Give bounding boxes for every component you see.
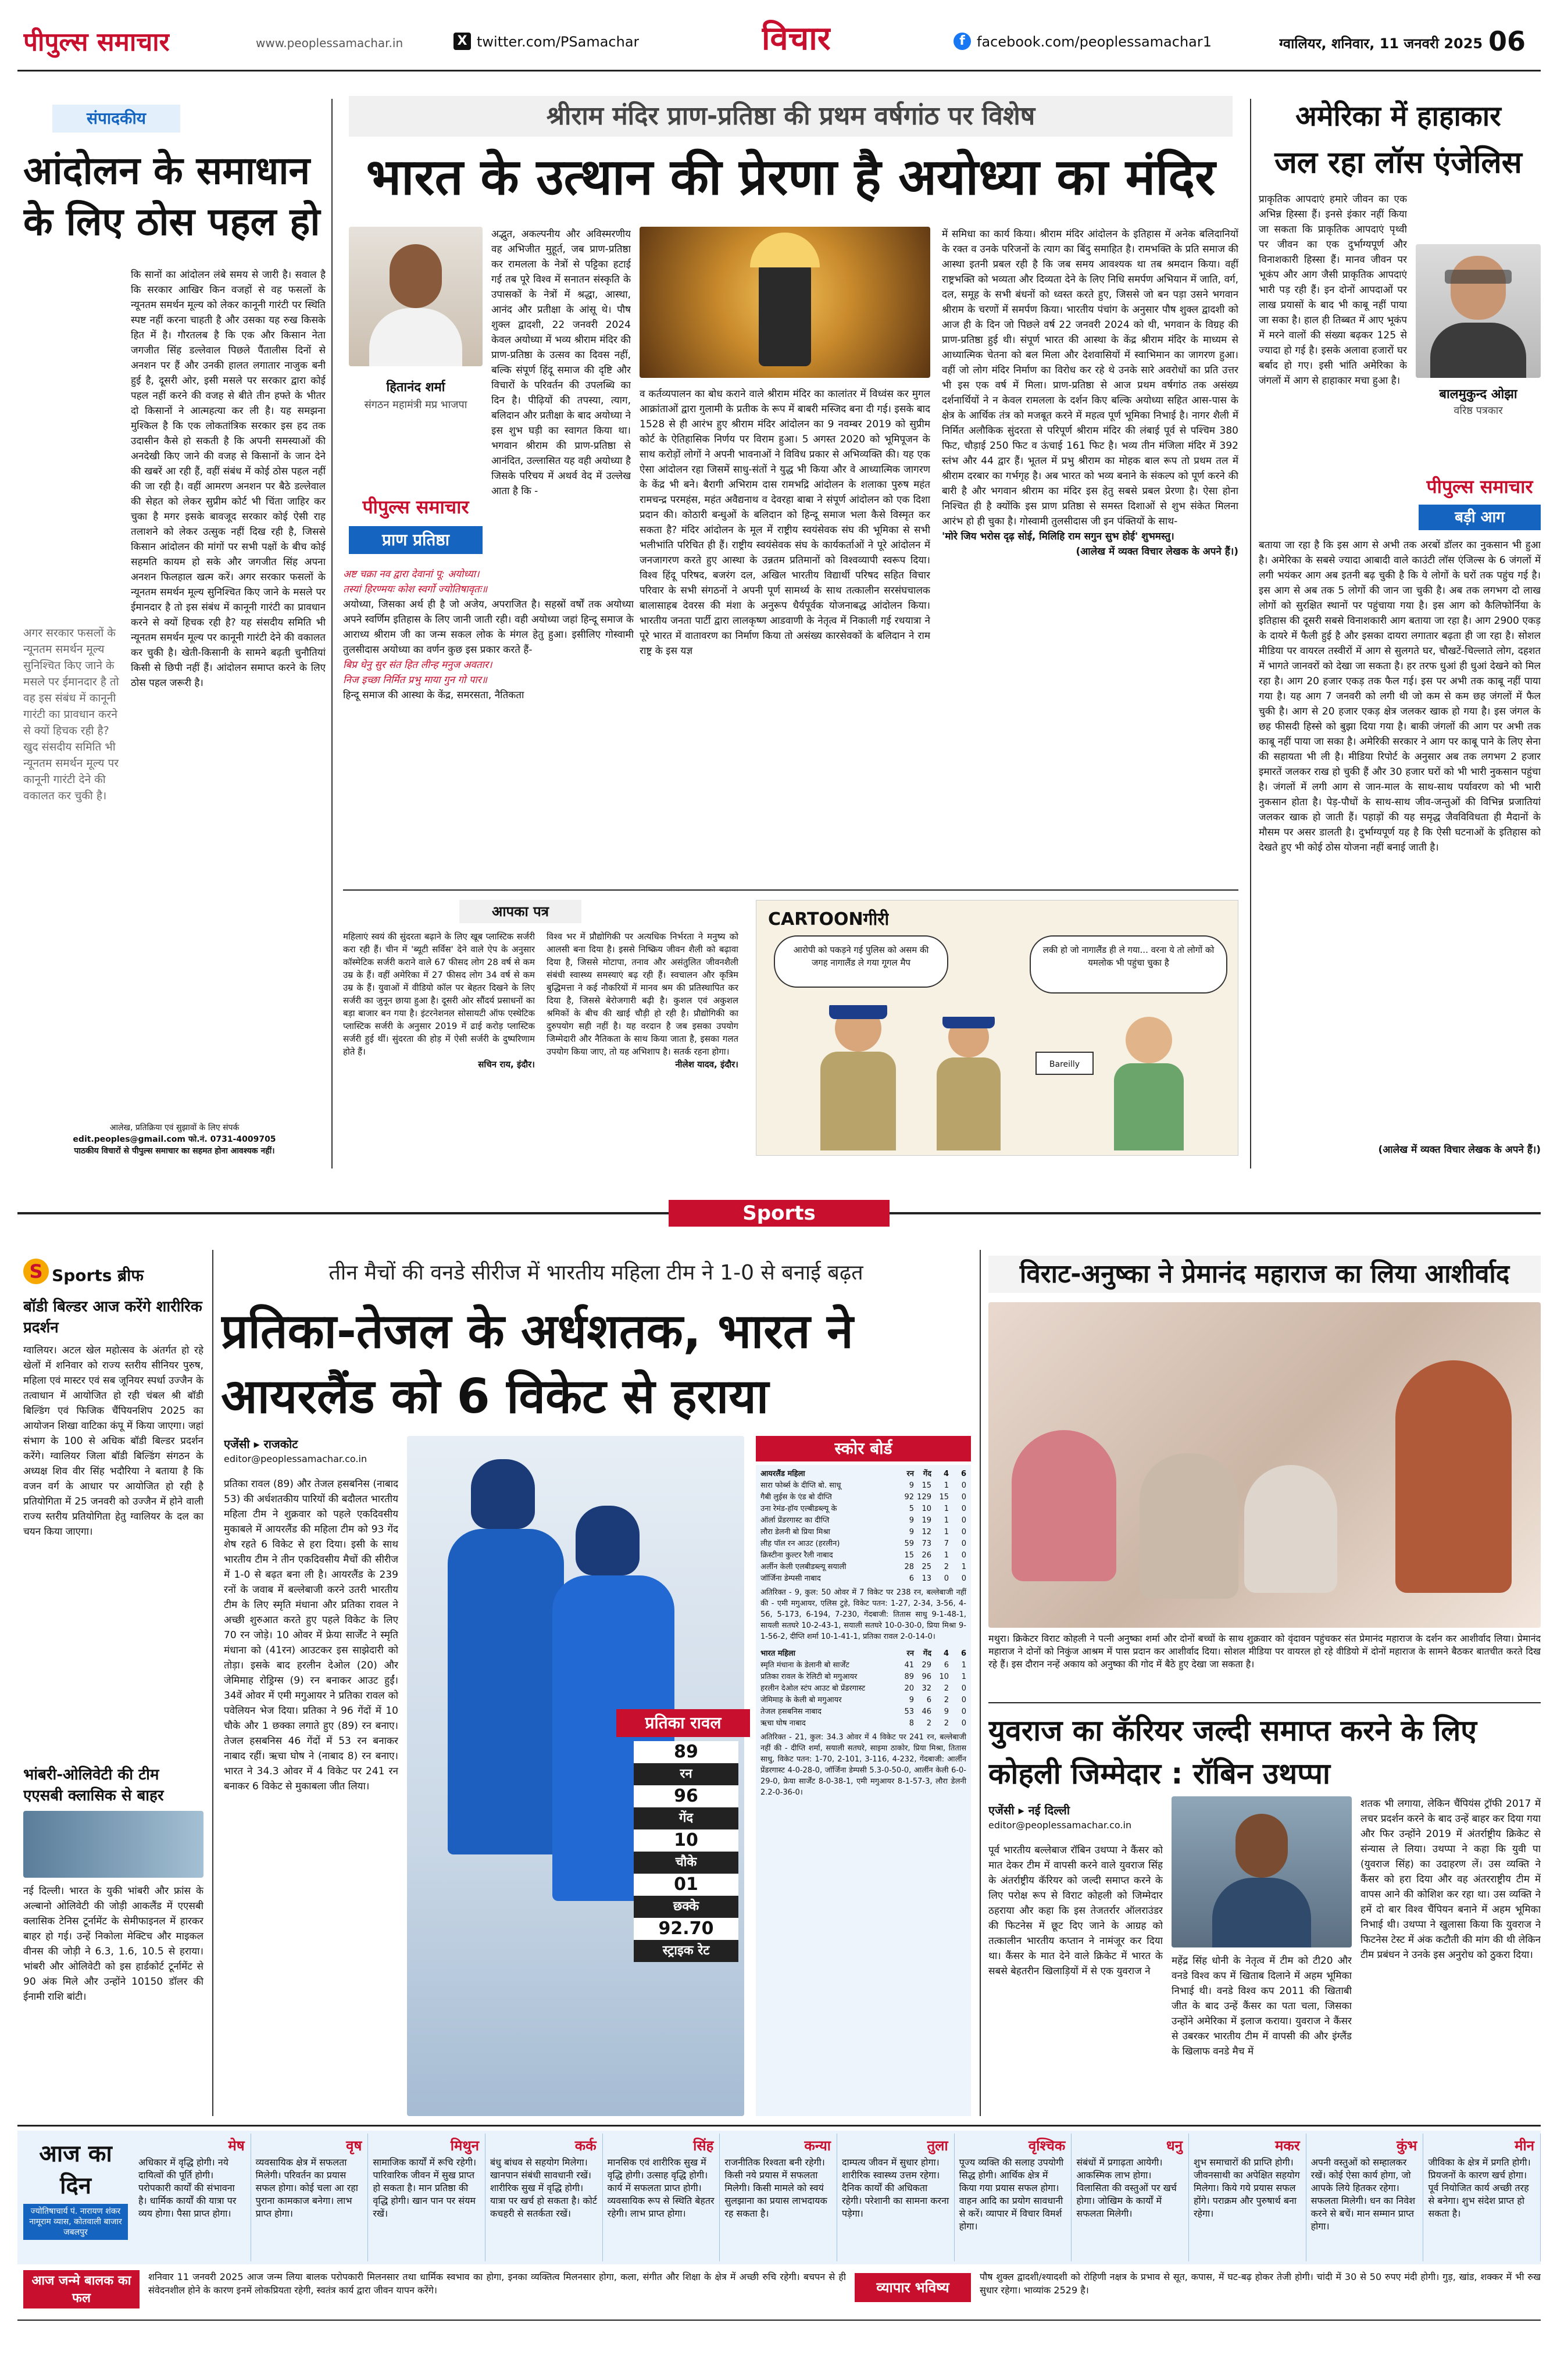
yuvraj-col1: पूर्व भारतीय बल्लेबाज रॉबिन उथप्पा ने कैंसर को मात देकर टीम में वापसी करने वाले युवराज सिंह के अंतर्राष्ट्रीय कॅरियर को जल्दी समाप्त करने के लिए परोक्ष रूप से विराट कोहली को जिम्मेदार ठहराया और कहा कि इस तेजतर्रार ऑलराउंडर की फिटनेस में छूट दिए जाने के आग्रह को तत्कालीन भारतीय कप्तान ने नामंजूर कर दिया था। कैंसर के मात देने वाले क्रिकेट में भारत के सबसे बेहतरीन खिलाड़ियों में से एक युवराज ने [988,1845,1163,1977]
virat-caption: मथुरा। क्रिकेटर विराट कोहली ने पत्नी अनुष्का शर्मा और दोनों बच्चों के साथ शुक्रवार को वृंदावन पहुंचकर संत प्रेमानंद महाराज के दर्शन कर आशीर्वाद लिया। प्रेमानंद महाराज ने दोनों को निकुंज आश्रम में पास प्रदान कर आशीर्वाद दिया। सोशल मीडिया पर वायरल हो रहे वीडियो में दोनों महाराज के सामने बैठकर बातचीत करते दिख रहे हैं। इस दौरान नन्हें अकाय को अनुष्का की गोद में बैठे हुए देखा जा सकता है। [988,1633,1541,1670]
horoscope-sign-name: कर्क [574,2138,597,2154]
horoscope-sign-card [368,2134,485,2261]
market-text: पौष शुक्ल द्वादशी/श्यादशी को रोहिणी नक्षत्र के प्रभाव से सूत, कपास, में घट-बढ़ होकर तेजी होगी। चांदी में 30 से 50 रुपए मंदी होगी। गुड़, खांड, शक्कर में भी रुख सुधार रहेगा। भाव्यांक 2529 है। [980,2271,1541,2296]
badge-logo: पीपुल्स समाचार [362,496,469,518]
horoscope-sign-card [720,2134,837,2261]
footer-contact-label: आलेख, प्रतिक्रिया एवं सुझावों के लिए संपर्क [109,1123,240,1132]
horoscope-sign-card [1423,2134,1541,2261]
editorial-body: कि सानों का आंदोलन लंबे समय से जारी है। सवाल है कि सरकार आखिर किन वजहों से वह फसलों के न्यूनतम समर्थन मूल्य को लेकर कानूनी गारंटी पर स्थिति स्पष्ट नहीं करना चाहती है और उसका यह रुख किसके हित में है। गौरतलब है कि एक और किसान नेता जगजीत सिंह डल्लेवाल पिछले पैंतालीस दिनों से अनशन पर हैं और उनकी हालत लगातार नाजुक बनी हुई है, दूसरी ओर, इसी मसले पर सरकार द्वारा कोई पहल नहीं करने की वजह से बीते तीन हफ्ते के भीतर दो किसानों ने आत्महत्या कर ली है। यह समझना मुश्किल है कि एक लोकतांत्रिक सरकार इस हद तक उदासीन कैसे हो सकती है कि अपनी समस्याओं की अनदेखी किए जाने की वजह से किसानों के जान देने की खबरें आ रही हैं, वहीं संबंध में कोई ठोस पहल नहीं की जा रही है। वहीं आमरण अनशन पर बैठे डल्लेवाल की सेहत को लेकर सुप्रीम कोर्ट भी चिंता जाहिर कर चुका है मगर इसके बावजूद सरकार कोई ऐसी राह तलाशने को लेकर उत्सुक नहीं दिख रही है, जिससे किसान आंदोलन की मांगों पर सभी पक्षों के बीच कोई सहमति कायम हो सके और जगजीत सिंह अपना अनशन फिलहाल खत्म करें। अगर सरकार फसलों के न्यूनतम समर्थन मूल्य सुनिश्चित किए जाने के मसले पर ईमानदार है तो इस संबंध में कानूनी गारंटी का प्रावधान करने से क्यों हिचक रही है? यह संसदीय समिति भी न्यूनतम समर्थन मूल्य पर कानूनी गारंटी देने की वकालत कर चुकी है। खेती-किसानी के सामने बढ़ती चुनौतियां किसी से छिपी नहीं हैं। आंदोलन समाप्त करने के लिए ठोस पहल जरूरी है। [131,269,326,689]
brief-2-photo [23,1811,203,1878]
stat-value: 89 [634,1741,738,1763]
horoscope-sign-name: वृश्चिक [1028,2138,1066,2154]
india-batting-row: ऋचा घोष नाबाद 8 2 2 0 [760,1719,966,1728]
cartoon-tag: CARTOONगीरी [768,909,890,930]
horoscope-title-1: आज का [39,2140,112,2167]
badge-label: प्राण प्रतिष्ठा [349,526,483,554]
article-col1-verse1b: तस्यां हिरण्मयः कोश स्वर्गो ज्योतिषावृतः॥ [343,584,488,595]
horoscope-sign-text: अधिकार में वृद्धि होगी। नये दायित्वों की पूर्ति होगी। परोपकारी कार्यों की संभावना है। धार्मिक कार्यों की यात्रा पर व्यय होगा। पैसा प्राप्त होगा। [138,2157,237,2219]
brief-2-body: नई दिल्ली। भारत के युकी भांबरी और फ्रांस के अल्बानो ओलिवेटी की जोड़ी आकलैंड में एएसबी क्लासिक टेनिस टूर्नामेंट के सेमीफाइनल में हारकर बाहर हो गई। उन्हें निकोला मेक्टिच और माइकल वीनस की जोड़ी ने 6.3, 1.6, 10.5 से हराया। भांबरी और ओलिवेटी को इस हार्डकोर्ट टूर्नामेंट से 90 अंक मिले और उन्होंने 10150 डॉलर की ईनामी राशि बांटी। [23,1885,203,2003]
horoscope-sign-name: वृष [346,2138,362,2154]
ireland-extras: अतिरिक्त - 9, कुल: 50 ओवर में 7 विकेट पर 238 रन, बल्लेबाजी नहीं की - एमी मगुआयर, एलिस टुहे, विकेट पतन: 1-27, 2-34, 3-56, 4-56, 5-173, 6-194, 7-230, गेंदबाजी: तितास साधु 9-1-48-1, सायली सतघरे 10-2-43-1, सयाली सतघरे 10-0-30-0, प्रिया मिश्रा 9-1-56-2, दीप्ति शर्मा 10-1-41-1, प्रतिका रावल 2-0-14-0। [760,1588,966,1641]
article-col1-verse2: बिप्र धेनु सुर संत हित लीन्ह मनुज अवतार। [343,659,492,671]
horoscope-sign-card [251,2134,369,2261]
child-text: शनिवार 11 जनवरी 2025 आज जन्म लिया बालक परोपकारी मिलनसार तथा धार्मिक स्वभाव का होगा, इनका व्यक्तित्व मिलनसार होगा, कला, संगीत और शिक्षा के क्षेत्र में अच्छी रुचि रहेगी। बचपन से ही संवेदनशील होने के कारण इनमें लोकप्रियता रहेगी, स्वतंत्र कार्य द्वारा जीवन यापन करेंगे। [148,2271,846,2296]
ireland-batting-row: अर्लीन केली एलबीडब्ल्यू सयाली 28 25 2 1 [760,1563,966,1571]
editorial-tag: संपादकीय [52,105,180,133]
india-batting-row: हरलीन देओल स्टंप आउट बो प्रेंडरगास्ट 20 32 2 0 [760,1684,966,1693]
us-author-photo [1416,244,1541,378]
yuvraj-email[interactable]: editor@peoplessamachar.co.in [988,1820,1132,1831]
horoscope-sign-name: कन्या [804,2138,831,2154]
horoscope-sign-name: मेष [228,2138,245,2154]
article-col3-verse: 'मोरे जिय भरोस दृढ़ सोई, मिलिहि राम सगुन सुभ होई' शुभमस्तु। [942,531,1174,542]
india-batting-row: जेमिमाह के केली बो मगुआयर 9 6 2 0 [760,1696,966,1704]
horoscope-sign-text: अपनी वस्तुओं को सम्हालकर रखें। कोई ऐसा कार्य होगा, जो आपके लिये हितकर रहेगा। सफलता मिलेगी। धन का निवेश करने से बचें। मान सम्मान प्राप्त होगा। [1310,2157,1415,2232]
virat-headline: विराट-अनुष्का ने प्रेमानंद महाराज का लिया आशीर्वाद [988,1256,1541,1293]
sports-brief-tag [23,1259,203,1291]
facebook-icon: f [954,33,971,50]
ireland-batting-row: जॉर्जिना डेम्पसी नाबाद 6 13 0 0 [760,1574,966,1583]
us-body: बताया जा रहा है कि इस आग से अभी तक अरबों डॉलर का नुकसान भी हुआ है। अमेरिका के सबसे ज्यादा आबादी वाले काउंटी लॉस एंजिल्स के 6 जंगलों में लगी भयंकर आग अब इतनी बढ़ चुकी है कि ये लोगों के घरों तक पहुंच गई है। इस आग से अब तक 5 लोगों की जान जा चुकी है। अब तक लगभग दो लाख लोगों को सुरक्षित स्थानों पर पहुंचाया गया है। इस आग को कैलिफोर्निया के इतिहास की दूसरी सबसे विनाशकारी आग बताया जा रहा है। आग 2900 एकड़ के दायरे में फैली हुई है और इसका दायरा लगातार बढ़ता ही जा रहा है। सोशल मीडिया पर वायरल तस्वीरों में आग से सुलगते घर, चौखटें-चिल्लाते लोग, दहशत में भागते जानवरों को देखा जा सकता है। हर तरफ धुआं ही धुआं देखने को मिल रहा है। आग 20 हजार एकड़ तक फैल गई। इस पर अभी तक काबू नहीं पाया गया है। यह आग 7 जनवरी को लगी थी जो कम से कम छह जंगलों में फैल चुकी है। आग से 20 हजार एकड़ क्षेत्र जलकर खाक हो गया है। इस जंगल के छह फीसदी हिस्से को बुझा दिया गया है। बाकी जंगलों की आग पर अभी तक काबू नहीं पाया जा सका है। अमेरिकी सरकार ने आग पर काबू पाने के लिए सेना की सहायता भी ली है। मीडिया रिपोर्ट के अनुसार अब तक लगभग 2 हजार इमारतें जलकर राख हो चुकी हैं और 30 हजार घरों को भी भारी नुकसान पहुंचा है। जंगलों में लगी आग से जान-माल के साथ-साथ पर्यावरण को भी भारी नुकसान होता है। पेड़-पौधों के साथ-साथ जीव-जन्तुओं की विभिन्न प्रजातियां जलकर खाक हो जाती हैं। पहाड़ों की यह समृद्ध जैवविविधता ही मैदानों के मौसम पर असर डालती है। दुर्भाग्यपूर्ण यह है कि ऐसी घटनाओं के इतिहास को देखते हुए भी कोई ठोस योजना नहीं बनाई जाती है। [1259,539,1541,853]
us-badge-label: बड़ी आग [1419,505,1541,530]
page-number: 06 [1488,26,1526,57]
us-badge-logo: पीपुल्स समाचार [1426,476,1533,498]
scoreboard-title: स्कोर बोर्ड [756,1436,971,1461]
footer-email[interactable]: edit.peoples@gmail.com फो.नं. 0731-4009705 [73,1135,276,1144]
letter-2-byline: नीलेश यादव, इंदौर। [675,1059,738,1070]
stat-label: रन [680,1767,692,1781]
letter-2-text: विश्व भर में प्रौद्योगिकी पर अत्यधिक निर्भरता ने मनुष्य को आलसी बना दिया है। इससे निष्क्रिय जीवन शैली को बढ़ावा दिया है, जिससे मोटापा, तनाव और असंतुलित जीवनशैली संबंधी स्वास्थ्य समस्याएं बढ़ रही हैं। स्वचालन और कृत्रिम बुद्धिमत्ता ने कई नौकरियों में मानव श्रम की प्रतिस्थापित कर दिया है, जिससे बेरोजगारी बढ़ी है। कुशल एवं अकुशल श्रमिकों के बीच की खाई चौड़ी हो रही है। प्रौद्योगिकी का दुरुपयोग सही नहीं है। यह वरदान है जब इसका उपयोग जिम्मेदारी और नैतिकता के साथ किया जाता है, इसका गलत उपयोग किया जाए, तो यह अभिशाप है। सतर्क रहना होगा। [547,931,738,1057]
brief-1-body: ग्वालियर। अटल खेल महोत्सव के अंतर्गत हो रहे खेलों में शनिवार को राज्य स्तरीय सीनियर पुरुष, महिला एवं मास्टर एवं सब जूनियर स्पर्धा उज्जैन के तत्वाधान में आयोजित हो रही चंबल श्री बॉडी बिल्डिंग एवं फिजिक चैंपियनशिप 2025 का आयोजन शिखा वाटिका कंपू में किया जाएगा। जहां संभाग के 100 से अधिक बॉडी बिल्डर प्रदर्शन करेंगे। ग्वालियर जिला बॉडी बिल्डिंग संगठन के अध्यक्ष शिव वीर सिंह भदौरिया ने बताया है कि वजन वर्ग के आधार पर आयोजित हो रही है प्रतियोगिता में 25 जनवरी को उज्जैन में होने वाली राज्य स्तरीय प्रतियोगिता हेतु ग्वालियर के दल का चयन किया जाएगा। [23,1345,203,1538]
uthappa-photo [1172,1796,1352,1947]
horoscope-title-2: दिन [60,2172,91,2199]
horoscope-sign-text: दाम्पत्य जीवन में सुधार होगा। शारीरिक स्वास्थ्य उत्तम रहेगा। दैनिक कार्यों की अधिकता रहेगी। परेशानी का सामना करना पड़ेगा। [842,2157,949,2219]
us-author-name: बालमुकुन्द ओझा [1439,387,1517,402]
horoscope-sign-card [603,2134,720,2261]
cartoon-man-figure [1105,1017,1192,1150]
stat-value: 01 [634,1874,738,1896]
india-batting-header: भारत महिला रन गेंद 4 6 [760,1649,966,1658]
cartoon-bubble-2: लकी हो जो नागालैंड ही ले गया... वरना ये तो लोगों को यमलोक भी पहुंचा चुका है [1030,935,1227,994]
cartoon-police-figure-2 [931,1017,1006,1150]
horoscope-sign-text: मानसिक एवं शारीरिक सुख में वृद्धि होगी। उत्साह वृद्धि होगी। कार्य में सफलता प्राप्त होगी। व्यवसायिक रूप से स्थिति बेहतर रहेगी। लाभ प्राप्त होगा। [607,2157,715,2219]
section-title: विचार [762,20,831,58]
horoscope-sign-text: व्यवसायिक क्षेत्र में सफलता मिलेगी। परिवर्तन का प्रयास सफल होगा। कोई चला आ रहा पुराना कामकाज बनेगा। लाभ प्राप्त होगा। [255,2157,358,2219]
player-tag: प्रतिका रावल [616,1709,750,1737]
ireland-batting-header: आयरलैंड महिला रन गेंद 4 6 [760,1470,966,1478]
scoreboard [756,1465,971,2116]
india-batting-row: तेजल हसबनिस नाबाद 53 46 9 0 [760,1707,966,1716]
market-tag: व्यापार भविष्य [855,2273,971,2302]
horoscope-sign-card [837,2134,955,2261]
horoscope-sign-text: पूज्य व्यक्ति की सलाह उपयोगी सिद्ध होगी। आर्थिक क्षेत्र में किया गया प्रयास सफल होगा। वाहन आदि का प्रयोग सावधानी से करें। व्यापार में विचार विमर्श होगा। [959,2157,1064,2232]
editorial-pullquote: अगर सरकार फसलों के न्यूनतम समर्थन मूल्य सुनिश्चित किए जाने के मसले पर ईमानदार है तो वह इस संबंध में कानूनी गारंटी का प्रावधान करने से क्यों हिचक रही है? खुद संसदीय समिति भी न्यूनतम समर्थन मूल्य पर कानूनी गारंटी देने की वकालत कर चुकी है। [23,627,119,802]
horoscope-sign-card [1189,2134,1306,2261]
horoscope-title-box [23,2136,128,2259]
horoscope-sign-text: बंधु बांधव से सहयोग मिलेगा। खानपान संबंधी सावधानी रखें। शारीरिक सुख में वृद्धि होगी। यात्रा पर खर्च हो सकता है। कोर्ट कचहरी से सतर्कता रखें। [490,2157,597,2219]
india-batting-row: प्रतिका रावल के रेलिटी बो मगुआयर 89 96 10 1 [760,1673,966,1681]
india-batting-row: स्मृति मंधाना के डेलानी बो सार्जेंट 41 29 6 1 [760,1661,966,1670]
scoreboard-ireland [760,1468,966,1585]
sports-section-tag: Sports [669,1200,890,1227]
ireland-batting-row: लीह पॉल रन आउट (हरलीन) 59 73 7 0 [760,1539,966,1548]
article-col2: व कर्तव्यपालन का बोध कराने वाले श्रीराम मंदिर का कालांतर में विध्वंस कर मुगल आक्रांताओं द्वारा गुलामी के प्रतीक के रूप में बाबरी मस्जिद बना दी गई। इसके बाद 1528 से ही आरंभ हुए श्रीराम मंदिर आंदोलन का 9 नवम्बर 2019 को सुप्रीम कोर्ट के ऐतिहासिक निर्णय पर विराम हुआ। 5 अगस्त 2020 को भूमिपूजन के साथ करोड़ों लोगों ने अपनी भावनाओं ने विविध प्रकार से अभिव्यक्ति की। यह एक ऐसा आंदोलन रहा जिसमें साधु-संतों ने युद्ध भी किया और वे आध्यात्मिक जागरण के केंद्र भी बने। बैरागी अभिराम दास रामभद्रि आंदोलन के शलाका पुरुष महंत रामचन्द्र परमहंस, महंत अवैद्यनाथ व देवरहा बाबा ने संपूर्ण आंदोलन को एक दिशा प्रदान की। कोठारी बन्धुओं के बलिदान को हिन्दू समाज भला कैसे विस्मृत कर सकता है? मंदिर आंदोलन के मूल में राष्ट्रीय स्वयंसेवक संघ की भूमिका से सभी भलीभांति परिचित ही हैं। राष्ट्रीय स्वयंसेवक संघ के कार्यकर्ताओं ने पूरे आंदोलन में जनजागरण करते हुए आस्था के उन्नतम प्रतिमानों को विश्वव्यापी स्वरूप दिया। विश्व हिंदू परिषद, बजरंग दल, अखिल भारतीय विद्यार्थी परिषद सहित विचार परिवार के सभी संगठनों ने अपनी पूर्ण सामर्थ्य के साथ तत्कालीन सरसंघचालक बालासाहब देवरस की मंशा के अनुरूप धैर्यपूर्वक योजनाबद्ध आंदोलन किया। भारतीय जनता पार्टी द्वारा लालकृष्ण आडवाणी के नेतृत्व में निकाली गई रथयात्रा ने पूरे भारत में वातावरण का निर्माण किया तो असंख्य कारसेवकों के बलिदान ने राम राष्ट्र के इस यज्ञ [640,388,930,657]
article-note: (आलेख में व्यक्त विचार लेखक के अपने हैं।) [1076,546,1238,558]
article-col3 [942,227,1238,884]
yuvraj-byline: एजेंसी ▸ नई दिल्ली [988,1803,1070,1817]
letter-1 [343,930,535,1163]
author-name: हितानंद शर्मा [386,380,445,395]
dateline: ग्वालियर, शनिवार, 11 जनवरी 2025 [1279,35,1483,52]
cricket-body: प्रतिका रावल (89) और तेजल हसबनिस (नाबाद 53) की अर्धशतकीय पारियों की बदौलत भारतीय महिला टीम ने शुक्रवार को पहले एकदिवसीय मुकाबले में आयरलैंड की महिला टीम को 93 गेंद शेष रहते 6 विकेट से हरा दिया। इसी के साथ भारतीय टीम ने तीन एकदिवसीय मैचों की सीरीज में 1-0 से बढ़त बना ली है। आयरलैंड के 239 रनों के जवाब में बल्लेबाजी करने उतरी भारतीय टीम के लिए स्मृति मंधाना और प्रतिका रावल ने अच्छी शुरुआत करते हुए पहले विकेट के लिए 70 रन जोड़े। 10 ओवर में फ्रेया सार्जेंट ने स्मृति मंधाना को (41रन) आउटकर इस साझेदारी को तोड़ा। इसके बाद हरलीन देओल (20) और जेमिमाह रोड्रिग्स (9) रन बनाकर आउट हुईं। 34वें ओवर में एमी मगुआयर ने प्रतिका रावल को पवेलियन भेज दिया। प्रतिका ने 96 गेंदों में 10 चौके और 1 छक्का लगाते हुए (89) रन बनाए। तेजल हसबनिस 46 गेंदों में 53 रन बनाकर नाबाद रहीं। ऋचा घोष ने (नाबाद 8) रन बनाए। भारत ने 34.3 ओवर में 4 विकेट पर 241 रन बनाकर 6 विकेट से मुकाबला जीत लिया। [224,1478,398,1792]
article-col1 [343,567,634,881]
twitter-link[interactable]: twitter.com/PSamachar [477,34,640,50]
brief-1-headline: बॉडी बिल्डर आज करेंगे शारीरिक प्रदर्शन [23,1298,202,1336]
sports-badge-icon: S [23,1259,49,1284]
article-headline: भारत के उत्थान की प्रेरणा है अयोध्या का मंदिर [366,148,1216,206]
twitter-icon: X [453,33,471,50]
ireland-batting-row: उना रेमंड-हॉय एल्बीडब्ल्यू के 5 10 1 0 [760,1505,966,1513]
horoscope-astrologer: ज्योतिषाचार्य पं. नारायण शंकर नामूराम व्यास, कोतवाली बाजार जबलपुर [23,2204,128,2240]
cricket-byline: एजेंसी ▸ राजकोट [224,1437,298,1451]
yuvraj-col3: शतक भी लगाया, लेकिन चैंपियंस ट्रॉफी 2017 में लचर प्रदर्शन करने के बाद उन्हें बाहर कर दिया गया और फिर उन्होंने 2019 में अंतर्राष्ट्रीय क्रिकेट से संन्यास ले लिया। उथप्पा ने कहा कि युवी पा (युवराज सिंह) का उदाहरण लें। उस व्यक्ति ने कैंसर को हरा दिया और वह अंतरराष्ट्रीय टीम में वापस आने की कोशिश कर रहा था। उस व्यक्ति ने हमें दो बार विश्व चैंपियन बनाने में अहम भूमिका निभाई थी। उथप्पा ने खुलासा किया कि युवराज ने फिटनेस टेस्ट में अंक कटौती की मांग की थी लेकिन टीम प्रबंधन ने उनके इस अनुरोध को ठुकरा दिया। [1360,1798,1541,1961]
horoscope-sign-text: सामाजिक कार्यों में रूचि रहेगी। पारिवारिक जीवन में सुख प्राप्त हो सकता है। मान प्रतिष्ठा की वृद्धि होगी। खान पान पर संयम रखें। [373,2157,477,2219]
player-stats [634,1741,738,1962]
yuvraj-headline: युवराज का कॅरियर जल्दी समाप्त करने के लिए कोहली जिम्मेदार : रॉबिन उथप्पा [988,1714,1477,1791]
cricket-email[interactable]: editor@peoplessamachar.co.in [224,1453,367,1464]
cricket-headline: प्रतिका-तेजल के अर्धशतक, भारत ने आयरलैंड को 6 विकेट से हराया [221,1304,854,1424]
author-designation: संगठन महामंत्री मप्र भाजपा [364,399,467,411]
stat-value: 92.70 [634,1918,738,1940]
cartoon-sign: Bareilly [1035,1052,1094,1075]
article-kicker: श्रीराम मंदिर प्राण-प्रतिष्ठा की प्रथम वर्षगांठ पर विशेष [349,96,1233,137]
ireland-batting-row: सारा फोर्ब्स के दीप्ति बो. साधू 9 15 1 0 [760,1481,966,1490]
cartoon-bubble-1: आरोपी को पकड़ने गई पुलिस को असम की जगह नागालैंड ले गया गूगल मैप [774,935,948,988]
facebook-link[interactable]: facebook.com/peoplessamachar1 [977,34,1212,50]
stat-label: छक्के [673,1899,699,1914]
horoscope-sign-text: जीविका के क्षेत्र में प्रगति होगी। प्रियजनों के कारण खर्च होगा। पूर्व नियोजित कार्य अच्छी तरह से बनेगा। शुभ संदेश प्राप्त हो सकता है। [1428,2157,1531,2219]
stat-label: स्ट्राइक रेट [662,1943,710,1958]
child-tag: आज जन्मे बालक का फल [23,2270,140,2308]
letter-1-byline: सचिन राय, इंदौर। [478,1059,535,1070]
article-col3-text: में समिधा का कार्य किया। श्रीराम मंदिर आंदोलन के इतिहास में अनेक बलिदानियों के रक्त व उनके परिजनों के त्याग का बिंदु समाहित है। रामभक्ति के प्रति समाज की आस्था इतनी प्रबल रही है कि जब समय आवश्यक था तब श्रमदान किया। वहीं राष्ट्रभक्ति को भव्यता और दिव्यता देने के लिए निधि समर्पण अभियान में जाति, वर्ग, दल, समूह के सभी बंधनों को ध्वस्त करते हुए, जिससे जो बन पड़ा उसने भगवान श्रीराम के चरणों में समर्पण किया। भारतीय पंचांग के अनुसार पौष शुक्ल द्वादशी को आज ही के दिन जो पिछले वर्ष 22 जनवरी 2024 को थी, भगवान के विग्रह की प्राण-प्रतिष्ठा हुई थी। संपूर्ण भारत की आस्था के केंद्र श्रीराम मंदिर के माध्यम से आध्यात्मिक चेतना को बल मिला और देशवासियों में स्वाभिमान का जागरण हुआ। वहीं जो लोग मंदिर निर्माण का विरोध कर रहे थे उनके सारे अवरोधों का प्रति उत्तर भी इस एक वर्ष में मिला। प्राण-प्रतिष्ठा से आज प्रथम वर्षगांठ तक असंख्य दर्शनार्थियों ने न केवल रामलला के दर्शन किए बल्कि अयोध्या सहित आस-पास के क्षेत्र के आर्थिक तंत्र को मजबूत करने में महत्व पूर्ण भूमिका निभाई है। नागर शैली में निर्मित अलौकिक सुंदरता से परिपूर्ण श्रीराम मंदिर की लंबाई पूर्व से पश्चिम 380 फिट, चौड़ाई 250 फिट व ऊंचाई 161 फिट है। भव्य तीन मंजिला मंदिर में 392 स्तंभ और 44 द्वार हैं। भूतल में प्रभु श्रीराम का मोहक बाल रूप तो प्रथम तल में श्रीराम दरबार का गर्भगृह है। अब भारत को भव्य बनाने के संकल्प को पूर्ण करने की बारी है और भगवान श्रीराम का मंदिर इस हेतु सबसे प्रबल प्रेरणा है। ऐसा होना निश्चित ही है क्योंकि इस प्राण प्रतिष्ठा से समस्त दिशाओं से शुभ संकेत मिलना आरंभ हो ही चुका है। गोस्वामी तुलसीदास जी इन पंक्तियों के साथ- [942,228,1238,527]
article-col1-text: अयोध्या, जिसका अर्थ ही है जो अजेय, अपराजित है। सहस्रों वर्षों तक अयोध्या अपने स्वर्णिम इतिहास के लिए जानी जाती रही। वही अयोध्या जहां हिन्दू समाज के आराध्य श्रीराम जी का जन्म सकल लोक के मंगल हेतु हुआ। इसीलिए गोस्वामी तुलसीदास अयोध्या का वर्णन कुछ इस प्रकार करते हैं- [343,599,634,656]
article-col1-top: अद्भुत, अकल्पनीय और अविस्मरणीय वह अभिजीत मुहूर्त, जब प्राण-प्रतिष्ठा कर रामलला के नेत्रों से पट्टिका हटाई गई तब पूरे विश्व में सनातन संस्कृति के उपासकों के नेत्रों में श्रद्धा, आस्था, आनंद और प्रतीक्षा के आंसू थे। पौष शुक्ल द्वादशी, 22 जनवरी 2024 केवल अयोध्या में भव्य श्रीराम मंदिर की प्राण-प्रतिष्ठा के उत्सव का दिवस नहीं, बल्कि संपूर्ण हिंदू समाज की दृष्टि और विचारों के परिवर्तन की उपलब्धि का दिन है। पीढ़ियों की तपस्या, त्याग, बलिदान और प्रतीक्षा के बाद अयोध्या ने इस शुभ घड़ी का स्वागत किया था। भगवान श्रीराम की प्राण-प्रतिष्ठा से आनंदित, उल्लासित यह वही अयोध्या है जिसके परिचय में अथर्व वेद में उल्लेख आता है कि - [491,228,631,497]
horoscope-sign-name: कुंभ [1397,2138,1417,2154]
yuvraj-col2: महेंद्र सिंह धोनी के नेतृत्व में टीम को टी20 और वनडे विश्व कप में खिताब दिलाने में अहम भूमिका निभाई थी। वनडे विश्व कप 2011 की खिताबी जीत के बाद उन्हें कैंसर का पता चला, जिसका उन्होंने अमेरिका में इलाज कराया। युवराज ने कैंसर से उबरकर भारतीय टीम में वापसी की और इंग्लैंड के खिलाफ वनडे मैच में [1172,1955,1352,2057]
india-extras: अतिरिक्त - 21, कुल: 34.3 ओवर में 4 विकेट पर 241 रन, बल्लेबाजी नहीं की - दीप्ति शर्मा, सयाली सतघरे, साइमा ठाकोर, प्रिया मिश्रा, तितास साधु, विकेट पतन: 1-70, 2-101, 3-116, 4-232, गेंदबाजी: आर्लीन प्रेंडरगास्ट 4-0-28-0, जॉर्जिना डेम्पसी 5.3-0-50-0, आर्लीन केली 6-0-29-0, फ्रेया सार्जेंट 8-0-38-1, एमी मगुआयर 8-1-57-3, लौरा डेलनी 2.2-0-36-0। [760,1733,966,1797]
author-photo [349,227,483,366]
horoscope-sign-text: संबंधों में प्रगाढ़ता आयेगी। आकस्मिक लाभ होगा। विलासिता की वस्तुओं पर खर्च होगा। जोखिम के कार्यों में सफलता मिलेगी। [1076,2157,1177,2219]
cricket-kicker: तीन मैचों की वनडे सीरीज में भारतीय महिला टीम ने 1-0 से बनाई बढ़त [328,1261,863,1285]
horoscope-sign-name: मिथुन [450,2138,479,2154]
virat-photo [988,1302,1541,1628]
us-headline-2: जल रहा लॉस एंजेलिस [1274,145,1522,180]
horoscope-sign-name: सिंह [693,2138,714,2154]
horoscope-sign-name: मीन [1515,2138,1534,2154]
horoscope-sign-card [955,2134,1072,2261]
masthead [0,0,1557,71]
ireland-batting-row: ऑर्ला प्रेंडरगास्ट का दीप्ति 9 19 1 0 [760,1516,966,1525]
article-col1-end: हिन्दू समाज की आस्था के केंद्र, समरसता, नैतिकता [343,689,524,701]
cartoon-panel [756,900,1238,1156]
ireland-batting-row: क्रिस्टीना कुल्टर रैली नाबाद 15 26 1 0 [760,1551,966,1560]
cartoon-police-figure [815,1005,902,1150]
horoscope-sign-name: मकर [1275,2138,1300,2154]
website-link[interactable]: www.peoplessamachar.in [256,36,403,50]
us-intro: प्राकृतिक आपदाएं हमारे जीवन का एक अभिन्न हिस्सा हैं। इनसे इंकार नहीं किया जा सकता कि प्राकृतिक आपदाएं पृथ्वी पर जीवन का एक दुर्भाग्यपूर्ण और विनाशकारी हिस्सा हैं। मानव जीवन पर भूकंप और आग जैसी प्राकृतिक आपदाएं भारी पड़ रही हैं। इन दोनों आपदाओं पर लाख प्रयासों के बाद भी काबू नहीं पाया जा सका है। हाल ही तिब्बत में आए भूकंप में मरने वालों की संख्या बढ़कर 125 से ज्यादा हो गई है। इसके अलावा हजारों घर बर्बाद हो गए। इसी भांति अमेरिका के जंगलों में आग से हाहाकार मचा हुआ है। [1259,194,1407,387]
horoscope-sign-text: राजनीतिक रिश्वता बनी रहेगी। किसी नये प्रयास में सफलता मिलेगी। किसी मामले को स्वयं सुलझाना का प्रयास लाभदायक रह सकता है। [724,2157,827,2219]
horoscope-sign-name: तुला [927,2138,948,2154]
stat-value: 10 [634,1829,738,1852]
ireland-batting-row: गैबी लुईस के एंड बो दीप्ति 92 129 15 0 [760,1493,966,1502]
sports-brief-label: Sports ब्रीफ [52,1266,144,1285]
stat-label: गेंद [678,1811,694,1825]
scoreboard-india [760,1648,966,1729]
horoscope-sign-card [1072,2134,1189,2261]
us-note: (आलेख में व्यक्त विचार लेखक के अपने हैं।) [1378,1144,1541,1156]
us-author-designation: वरिष्ठ पत्रकार [1454,405,1503,417]
ireland-batting-row: लौरा डेलनी बो प्रिया मिश्रा 9 12 1 0 [760,1528,966,1536]
footer-disclaimer: पाठकीय विचारों से पीपुल्स समाचार का सहमत होना आवश्यक नहीं। [74,1146,275,1156]
us-headline-1: अमेरिका में हाहाकार [1295,100,1501,133]
stat-value: 96 [634,1785,738,1807]
letter-1-text: महिलाएं स्वयं की सुंदरता बढ़ाने के लिए खूब प्लास्टिक सर्जरी करा रही हैं। चीन में 'ब्यूटी सर्विस' देने वाले ऐप के अनुसार कॉस्मेटिक सर्जरी कराने वाले 67 फीसद लोग 28 वर्ष से कम उम्र के हैं। वहीं अमेरिका में 27 फीसद लोग 34 वर्ष से कम उम्र के हैं। युवाओं में वीडियो कॉल पर बेहतर दिखने के लिए सर्जरी का जुनून छाया हुआ है। दूसरी ओर सौंदर्य प्रसाधनों का बड़ा बाजार बन गया है। इंटरनेशनल सोसायटी ऑफ एस्थेटिक प्लास्टिक सर्जरी के अनुसार 2019 में ढाई करोड़ प्लास्टिक सर्जरी हुई थीं। सुंदरता की होड़ में ऐसी सर्जरी के दुष्परिणाम होते हैं। [343,931,535,1057]
letters-tag: आपका पत्र [459,900,581,923]
horoscope-sign-name: धनु [1166,2138,1183,2154]
brief-2-headline: भांबरी-ओलिवेटी की टीम एएसबी क्लासिक से बाहर [23,1766,164,1804]
ramlalla-image [640,227,930,378]
editorial-headline: आंदोलन के समाधान के लिए ठोस पहल हो [23,148,320,244]
letter-2 [547,930,738,1163]
editorial-footer [23,1122,326,1159]
horoscope-signs [134,2134,1541,2261]
masthead-logo[interactable]: पीपुल्स समाचार [23,27,170,57]
stat-label: चौके [675,1855,697,1870]
horoscope-sign-card [134,2134,251,2261]
article-col1-verse2b: निज इच्छा निर्मित प्रभु माया गुन गो पार॥ [343,674,487,686]
horoscope-sign-text: शुभ समाचारों की प्राप्ति होगी। जीवनसाथी का अपेक्षित सहयोग मिलेगा। किये गये प्रयास सफल होंगे। पराक्रम और पुरुषार्थ बना रहेगा। [1194,2157,1300,2219]
article-col1-verse1: अष्ट चक्रा नव द्वारा देवानां पू: अयोध्या। [343,569,480,580]
horoscope-sign-card [485,2134,603,2261]
horoscope-sign-card [1306,2134,1424,2261]
